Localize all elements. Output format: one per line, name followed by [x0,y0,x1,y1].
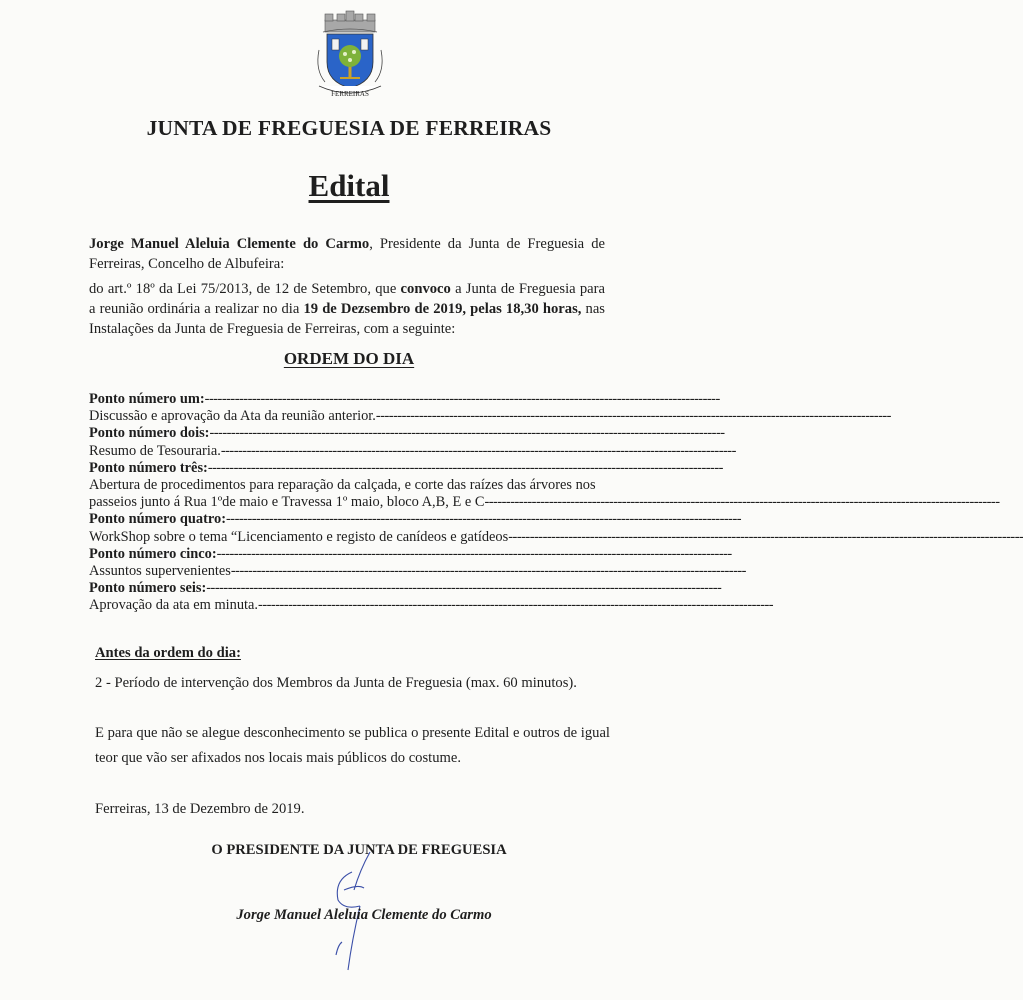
item-heading: Ponto número quatro: [89,511,226,528]
document-type: Edital [308,168,390,203]
crest-motto: FERREIRAS [331,90,369,98]
item-description: Assuntos supervenientes [89,562,231,579]
item-heading: Ponto número seis: [89,580,207,597]
coat-of-arms-icon [307,10,393,102]
item-description: Abertura de procedimentos para reparação da calçada, e corte das raízes das árvores nos [89,476,596,493]
closing-paragraph: E para que não se alegue desconhecimento se publica o presente Edital e outros de igual teor que vão ser afixados nos locais mais públicos do costume. [95,725,610,766]
agenda-item-description-line [89,477,607,494]
item-description: WorkShop sobre o tema “Licenciamento e registo de canídeos e gatídeos [89,528,509,545]
intro-paragraph [89,234,605,274]
agenda-item-description [89,442,736,460]
dash-filler: ------------------------------------------------------------------------------------------------------------------------ [204,391,720,407]
agenda-item-description [89,528,1023,546]
item-description: passeios junto á Rua 1ºde maio e Travessa 1º maio, bloco A,B, E e C [89,494,485,511]
before-agenda-item: 2 - Período de intervenção dos Membros da Junta de Freguesia (max. 60 minutos). [95,675,577,691]
document-title [0,168,698,204]
convocation-text-1: do art.º 18º da Lei 75/2013, de 12 de Setembro, que [89,281,401,297]
dash-filler: ------------------------------------------------------------------------------------------------------------------------ [220,442,736,459]
item-heading: Ponto número dois: [89,425,210,442]
signatory-name: Jorge Manuel Aleluia Clemente do Carmo [236,907,492,923]
agenda-item-description [89,562,746,580]
dash-filler: ------------------------------------------------------------------------------------------------------------------------ [226,511,742,528]
dash-filler: ------------------------------------------------------------------------------------------------------------------------ [209,425,725,442]
before-agenda-title: Antes da ordem do dia: [95,645,241,661]
signatory-role: O PRESIDENTE DA JUNTA DE FREGUESIA [211,842,507,858]
item-description: Discussão e aprovação da Ata da reunião anterior. [89,408,376,425]
item-description: Resumo de Tesouraria. [89,442,221,459]
mural-crown-icon [323,11,377,32]
item-heading: Ponto número cinco: [89,545,217,562]
meeting-datetime: 19 de Dezsembro de 2019, pelas 18,30 horas, [303,301,582,317]
agenda-list [89,391,1023,614]
agenda-item-heading [89,425,725,442]
place-date: Ferreiras, 13 de Dezembro de 2019. [95,801,305,817]
item-heading: Ponto número três: [89,459,208,476]
organization-title: JUNTA DE FREGUESIA DE FERREIRAS [146,116,552,140]
dash-filler: ------------------------------------------------------------------------------------------------------------------------ [375,408,891,425]
dash-filler: ------------------------------------------------------------------------------------------------------------------------ [508,528,1023,545]
dash-filler: ------------------------------------------------------------------------------------------------------------------------ [206,580,722,597]
agenda-title [0,349,698,369]
agenda-item-heading [89,545,732,563]
dash-filler: ------------------------------------------------------------------------------------------------------------------------ [207,459,723,476]
agenda-item-description [89,408,891,425]
convocation-paragraph [89,279,605,339]
agenda-item-heading [89,580,722,597]
dash-filler: ------------------------------------------------------------------------------------------------------------------------ [230,562,746,579]
convocation-text-3: nas Instalações da Junta de Freguesia de Ferreiras, com a seguinte: [89,301,605,337]
item-description: Aprovação da ata em minuta. [89,597,259,614]
president-role: , Presidente da Junta de Freguesia de Ferreiras, Concelho de Albufeira: [89,236,605,272]
agenda-item-heading [89,391,720,408]
agenda-item-heading [89,459,723,477]
agenda-item-description [89,597,774,614]
convocation-verb: convoco [400,281,451,297]
agenda-item-heading [89,511,742,528]
agenda-title-text: ORDEM DO DIA [283,349,415,368]
agenda-item-description [89,494,1000,511]
dash-filler: ------------------------------------------------------------------------------------------------------------------------ [216,545,732,562]
item-heading: Ponto número um: [89,391,205,407]
dash-filler: ------------------------------------------------------------------------------------------------------------------------ [258,597,774,614]
convocation-text-2: a Junta de Freguesia para a reunião ordinária a realizar no dia [89,281,605,317]
president-name: Jorge Manuel Aleluia Clemente do Carmo [89,236,370,252]
dash-filler: ------------------------------------------------------------------------------------------------------------------------ [484,494,1000,511]
